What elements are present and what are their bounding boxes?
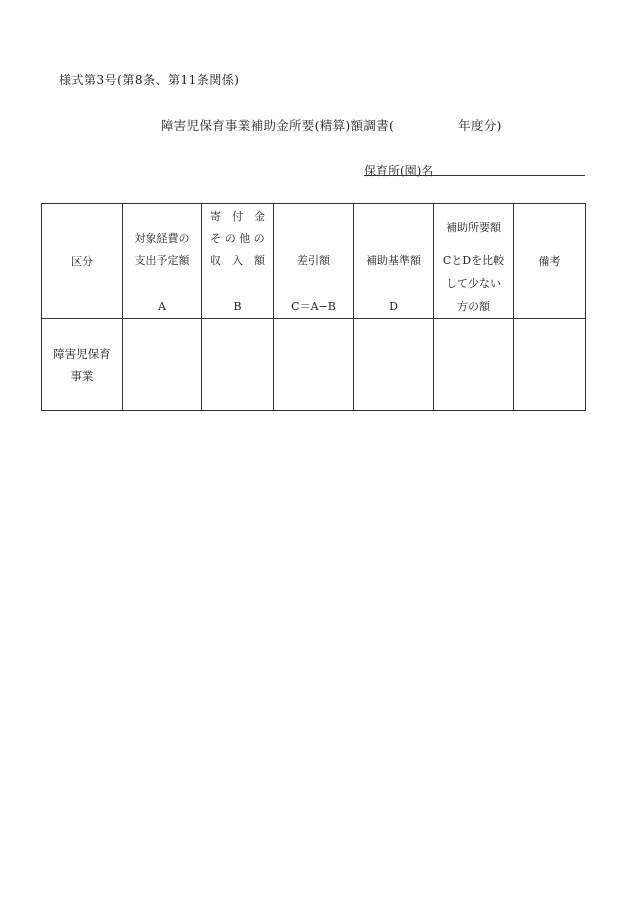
header-donation-symbol: B <box>233 300 242 313</box>
header-target-cost-line-1: 対象経費の <box>134 232 190 245</box>
subsidy-table <box>41 203 586 411</box>
header-category: 区分 <box>42 204 123 319</box>
header-subsidy-note-2: して少ない <box>446 277 501 290</box>
header-standard-label: 補助基準額 <box>366 254 421 267</box>
header-target-cost-symbol: A <box>158 300 166 313</box>
header-row <box>42 204 586 319</box>
header-subsidy-required <box>434 204 514 319</box>
row-category-line-1: 障害児保育 <box>53 346 111 361</box>
header-donation-line-3: 収 入 額 <box>210 254 265 267</box>
cell-difference[interactable] <box>274 319 354 411</box>
header-standard-symbol: D <box>389 300 398 313</box>
cell-standard[interactable] <box>354 319 434 411</box>
header-donation-line-1: 寄 付 金 <box>210 210 265 223</box>
cell-target-cost[interactable] <box>123 319 202 411</box>
header-target-cost-line-2: 支出予定額 <box>134 254 190 267</box>
cell-subsidy-required[interactable] <box>434 319 514 411</box>
document-title: 障害児保育事業補助金所要(精算)額調書( 年度分) <box>161 118 502 133</box>
header-remarks: 備考 <box>514 204 586 319</box>
header-difference-label: 差引額 <box>297 254 330 267</box>
cell-donation[interactable] <box>202 319 274 411</box>
row-category <box>42 319 123 411</box>
row-category-line-2: 事業 <box>70 368 94 383</box>
header-difference <box>274 204 354 319</box>
header-subsidy-note-1: CとDを比較 <box>442 254 505 267</box>
header-donation <box>202 204 274 319</box>
header-subsidy-label: 補助所要額 <box>446 221 501 234</box>
header-subsidy-note-3: 方の額 <box>457 300 490 313</box>
header-standard <box>354 204 434 319</box>
cell-remarks[interactable] <box>514 319 586 411</box>
form-number: 様式第3号(第8条、第11条関係) <box>59 73 240 87</box>
table-row <box>42 319 586 411</box>
header-target-cost <box>123 204 202 319</box>
facility-name-label: 保育所(園)名 <box>364 164 434 178</box>
header-donation-line-2: そ の 他 の <box>210 232 265 245</box>
header-difference-formula: C＝A−B <box>291 300 336 313</box>
facility-name-underline <box>364 175 585 176</box>
